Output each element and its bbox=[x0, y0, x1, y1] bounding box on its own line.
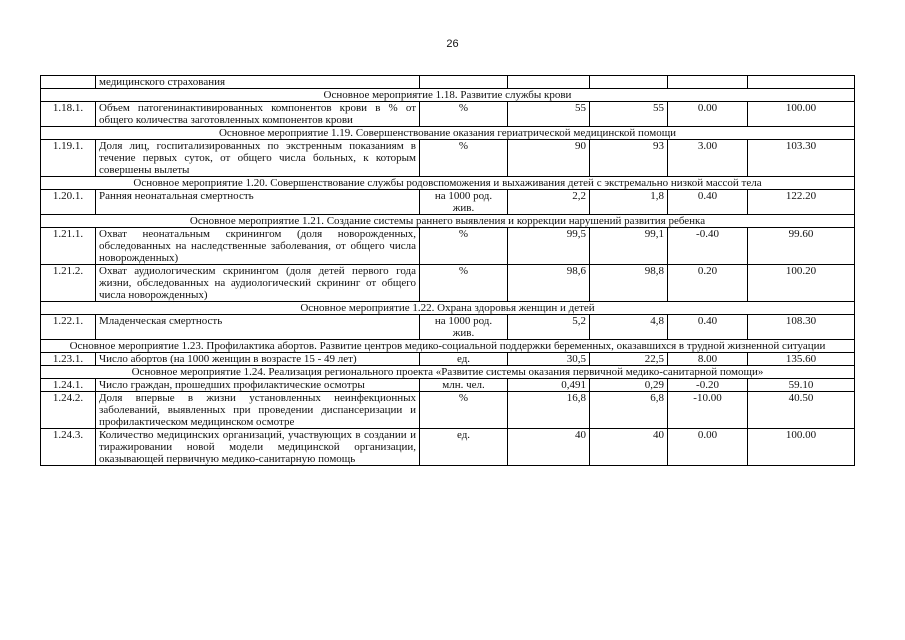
table-row bbox=[41, 102, 855, 127]
cell-unit: % bbox=[420, 140, 508, 177]
cell-fact bbox=[590, 76, 668, 89]
cell-deviation: 0.00 bbox=[668, 429, 748, 466]
cell-plan: 40 bbox=[508, 429, 590, 466]
cell-deviation bbox=[668, 76, 748, 89]
section-title: Основное мероприятие 1.23. Профилактика абортов. Развитие центров медико-социальной поддержки беременных, оказавшихся в трудной жизненной ситуации bbox=[41, 340, 855, 353]
cell-number: 1.21.1. bbox=[41, 228, 96, 265]
cell-unit: % bbox=[420, 392, 508, 429]
indicators-table-body bbox=[41, 76, 855, 466]
cell-unit: % bbox=[420, 265, 508, 302]
cell-plan: 30,5 bbox=[508, 353, 590, 366]
table-row bbox=[41, 379, 855, 392]
cell-fact: 22,5 bbox=[590, 353, 668, 366]
section-title: Основное мероприятие 1.19. Совершенствование оказания гериатрической медицинской помощи bbox=[41, 127, 855, 140]
section-header-row bbox=[41, 340, 855, 353]
cell-unit: % bbox=[420, 228, 508, 265]
cell-indicator-name: Объем патогенинактивированных компонентов крови в % от общего количества заготовленных компонентов крови bbox=[96, 102, 420, 127]
cell-number: 1.24.1. bbox=[41, 379, 96, 392]
cell-indicator-name: Количество медицинских организаций, участвующих в создании и тиражировании новой модели медицинской организации, оказывающей первичную медико-санитарную помощь bbox=[96, 429, 420, 466]
table-row bbox=[41, 265, 855, 302]
cell-deviation: -10.00 bbox=[668, 392, 748, 429]
cell-fact: 6,8 bbox=[590, 392, 668, 429]
cell-percent: 99.60 bbox=[748, 228, 855, 265]
cell-percent: 40.50 bbox=[748, 392, 855, 429]
cell-deviation: -0.40 bbox=[668, 228, 748, 265]
cell-indicator-name: Доля впервые в жизни установленных неинфекционных заболеваний, выявленных при проведении диспансеризации и профилактическом медицинском осмотре bbox=[96, 392, 420, 429]
cell-deviation: 0.00 bbox=[668, 102, 748, 127]
cell-indicator-name: Охват аудиологическим скринингом (доля детей первого года жизни, обследованных на аудиологический скрининг от общего числа новорожденных) bbox=[96, 265, 420, 302]
cell-number: 1.22.1. bbox=[41, 315, 96, 340]
cell-number bbox=[41, 76, 96, 89]
cell-plan: 5,2 bbox=[508, 315, 590, 340]
section-header-row bbox=[41, 366, 855, 379]
cell-unit: % bbox=[420, 102, 508, 127]
cell-number: 1.21.2. bbox=[41, 265, 96, 302]
table-row bbox=[41, 315, 855, 340]
cell-number: 1.19.1. bbox=[41, 140, 96, 177]
cell-fact: 99,1 bbox=[590, 228, 668, 265]
section-title: Основное мероприятие 1.18. Развитие службы крови bbox=[41, 89, 855, 102]
cell-plan: 16,8 bbox=[508, 392, 590, 429]
section-header-row bbox=[41, 127, 855, 140]
cell-deviation: 3.00 bbox=[668, 140, 748, 177]
cell-percent: 122.20 bbox=[748, 190, 855, 215]
cell-indicator-name: медицинского страхования bbox=[96, 76, 420, 89]
cell-plan: 55 bbox=[508, 102, 590, 127]
section-title: Основное мероприятие 1.20. Совершенствование службы родовспоможения и выхаживания детей с экстремально низкой массой тела bbox=[41, 177, 855, 190]
cell-percent: 135.60 bbox=[748, 353, 855, 366]
indicators-table bbox=[40, 75, 855, 466]
section-title: Основное мероприятие 1.24. Реализация регионального проекта «Развитие системы оказания первичной медико-санитарной помощи» bbox=[41, 366, 855, 379]
table-row bbox=[41, 190, 855, 215]
cell-number: 1.23.1. bbox=[41, 353, 96, 366]
cell-deviation: 8.00 bbox=[668, 353, 748, 366]
cell-fact: 40 bbox=[590, 429, 668, 466]
table-row-continuation bbox=[41, 76, 855, 89]
cell-plan: 98,6 bbox=[508, 265, 590, 302]
cell-plan: 0,491 bbox=[508, 379, 590, 392]
cell-fact: 1,8 bbox=[590, 190, 668, 215]
table-row bbox=[41, 228, 855, 265]
section-title: Основное мероприятие 1.21. Создание системы раннего выявления и коррекции нарушений развития ребенка bbox=[41, 215, 855, 228]
section-title: Основное мероприятие 1.22. Охрана здоровья женщин и детей bbox=[41, 302, 855, 315]
cell-indicator-name: Ранняя неонатальная смертность bbox=[96, 190, 420, 215]
cell-unit: ед. bbox=[420, 429, 508, 466]
cell-plan: 2,2 bbox=[508, 190, 590, 215]
table-row bbox=[41, 429, 855, 466]
cell-percent: 108.30 bbox=[748, 315, 855, 340]
section-header-row bbox=[41, 177, 855, 190]
cell-plan: 99,5 bbox=[508, 228, 590, 265]
cell-indicator-name: Число абортов (на 1000 женщин в возрасте 15 - 49 лет) bbox=[96, 353, 420, 366]
cell-unit: на 1000 род. жив. bbox=[420, 315, 508, 340]
cell-percent: 100.00 bbox=[748, 429, 855, 466]
cell-deviation: 0.40 bbox=[668, 315, 748, 340]
table-row bbox=[41, 140, 855, 177]
cell-fact: 55 bbox=[590, 102, 668, 127]
cell-plan bbox=[508, 76, 590, 89]
cell-unit: ед. bbox=[420, 353, 508, 366]
page-number: 26 bbox=[446, 38, 459, 50]
cell-number: 1.20.1. bbox=[41, 190, 96, 215]
section-header-row bbox=[41, 215, 855, 228]
cell-plan: 90 bbox=[508, 140, 590, 177]
cell-percent: 100.20 bbox=[748, 265, 855, 302]
cell-percent bbox=[748, 76, 855, 89]
cell-indicator-name: Число граждан, прошедших профилактические осмотры bbox=[96, 379, 420, 392]
cell-fact: 0,29 bbox=[590, 379, 668, 392]
cell-deviation: -0.20 bbox=[668, 379, 748, 392]
cell-indicator-name: Доля лиц, госпитализированных по экстренным показаниям в течение первых суток, от общего числа больных, к которым совершены вылеты bbox=[96, 140, 420, 177]
cell-percent: 100.00 bbox=[748, 102, 855, 127]
cell-percent: 59.10 bbox=[748, 379, 855, 392]
table-row bbox=[41, 392, 855, 429]
cell-deviation: 0.40 bbox=[668, 190, 748, 215]
cell-unit: млн. чел. bbox=[420, 379, 508, 392]
cell-percent: 103.30 bbox=[748, 140, 855, 177]
cell-unit: на 1000 род. жив. bbox=[420, 190, 508, 215]
cell-fact: 4,8 bbox=[590, 315, 668, 340]
section-header-row bbox=[41, 89, 855, 102]
cell-number: 1.24.3. bbox=[41, 429, 96, 466]
cell-deviation: 0.20 bbox=[668, 265, 748, 302]
table-row bbox=[41, 353, 855, 366]
cell-number: 1.24.2. bbox=[41, 392, 96, 429]
cell-indicator-name: Охват неонатальным скринингом (доля новорожденных, обследованных на наследственные заболевания, от общего числа новорожденных) bbox=[96, 228, 420, 265]
cell-fact: 98,8 bbox=[590, 265, 668, 302]
cell-unit bbox=[420, 76, 508, 89]
cell-number: 1.18.1. bbox=[41, 102, 96, 127]
cell-fact: 93 bbox=[590, 140, 668, 177]
cell-indicator-name: Младенческая смертность bbox=[96, 315, 420, 340]
section-header-row bbox=[41, 302, 855, 315]
